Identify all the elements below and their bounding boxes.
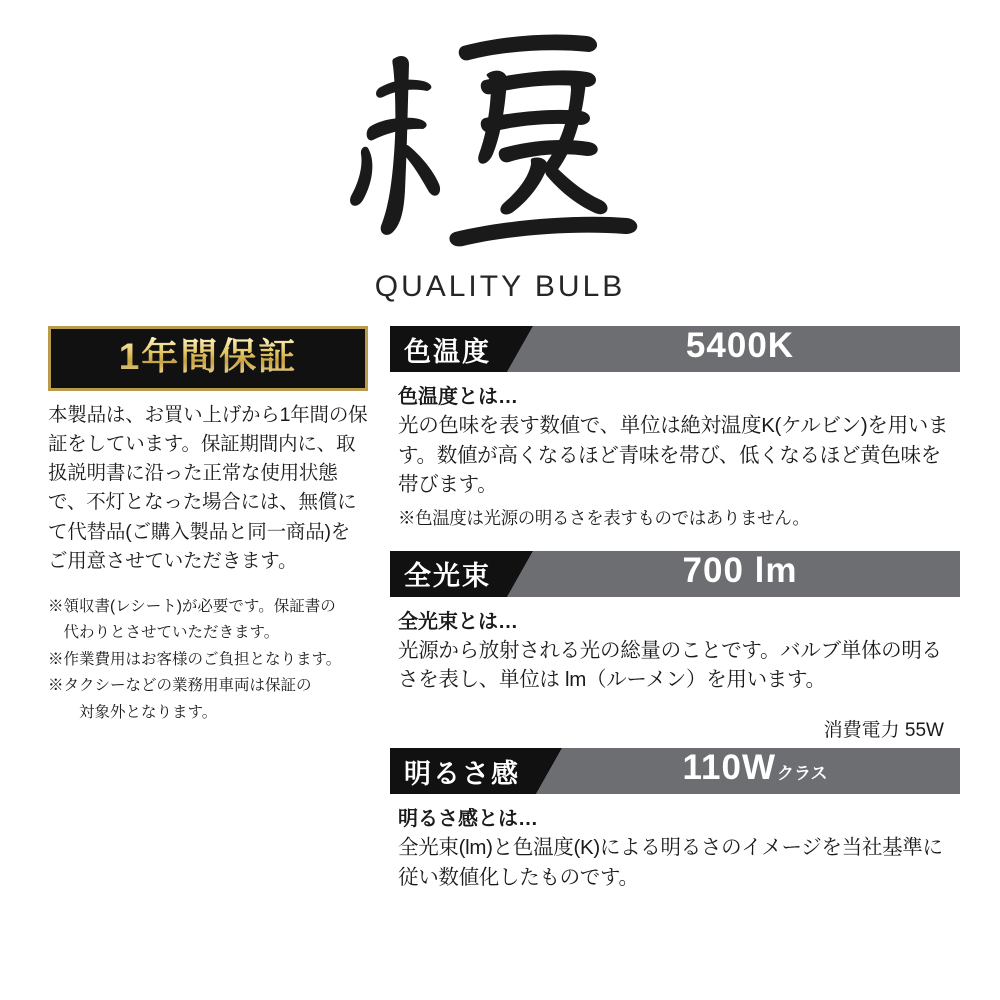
warranty-title: 1年間保証 <box>118 336 298 377</box>
spec-bar-slant <box>507 326 533 372</box>
page-header <box>0 0 1000 304</box>
content-columns <box>0 304 1000 913</box>
spec-bar-slant <box>507 551 533 597</box>
warranty-note: ※領収書(レシート)が必要です。保証書の <box>48 597 336 615</box>
spec-bar <box>390 326 960 372</box>
spec-subtitle: 色温度とは… <box>398 386 518 408</box>
spec-value: 700 lm <box>682 550 798 590</box>
spec-bar <box>390 748 960 794</box>
spec-bar-slant <box>536 748 562 794</box>
spec-label: 色温度 <box>390 326 507 372</box>
warranty-body-text: 本製品は、お買い上げから1年間の保証をしています。保証期間内に、取扱説明書に沿った正常な使用状態で、不灯となった場合には、無償にて代替品(ご購入製品と同一商品)をご用意させていただきます。 <box>48 403 368 572</box>
spec-section <box>390 326 960 913</box>
spec-value-unit: クラス <box>777 764 828 784</box>
warranty-banner <box>48 326 368 391</box>
spec-block-color-temperature <box>390 326 960 531</box>
spec-label: 明るさ感 <box>390 748 536 794</box>
spec-block-brightness <box>390 748 960 892</box>
spec-value-wrap <box>562 748 960 794</box>
spec-value: 5400K <box>685 326 795 365</box>
spec-value-wrap <box>533 551 960 597</box>
spec-description: 全光束(lm)と色温度(K)による明るさのイメージを当社基準に従い数値化したものです。 <box>398 836 943 889</box>
spec-subtitle: 全光束とは… <box>398 610 518 633</box>
spec-subtitle: 明るさ感とは… <box>398 808 538 831</box>
spec-description: 光の色味を表す数値で、単位は絶対温度K(ケルビン)を用います。数値が高くなるほど青味を帯び、低くなるほど黄色味を帯びます。 <box>398 414 949 497</box>
warranty-note: 代わりとさせていただきます。 <box>48 624 280 642</box>
warranty-note: 対象外となります。 <box>48 703 218 721</box>
spec-description: 光源から放射される光の総量のことです。バルブ単体の明るさを表し、単位は lm（ルーメン）を用います。 <box>398 638 942 692</box>
warranty-note: ※作業費用はお客様のご負担となります。 <box>48 650 342 668</box>
brush-kanji-logo-icon <box>335 18 665 268</box>
spec-value-wrap <box>533 326 960 372</box>
warranty-section <box>48 326 368 728</box>
warranty-notes <box>48 596 368 724</box>
spec-note: ※色温度は光源の明るさを表すものではありません。 <box>398 508 810 529</box>
spec-label: 全光束 <box>390 551 507 597</box>
power-consumption: 消費電力 55W <box>823 720 944 742</box>
warranty-note: ※タクシーなどの業務用車両は保証の <box>48 677 312 695</box>
brand-subtitle: QUALITY BULB <box>374 270 626 303</box>
spec-bar <box>390 551 960 597</box>
spec-block-luminous-flux <box>390 551 960 695</box>
spec-value: 110W <box>682 748 776 788</box>
